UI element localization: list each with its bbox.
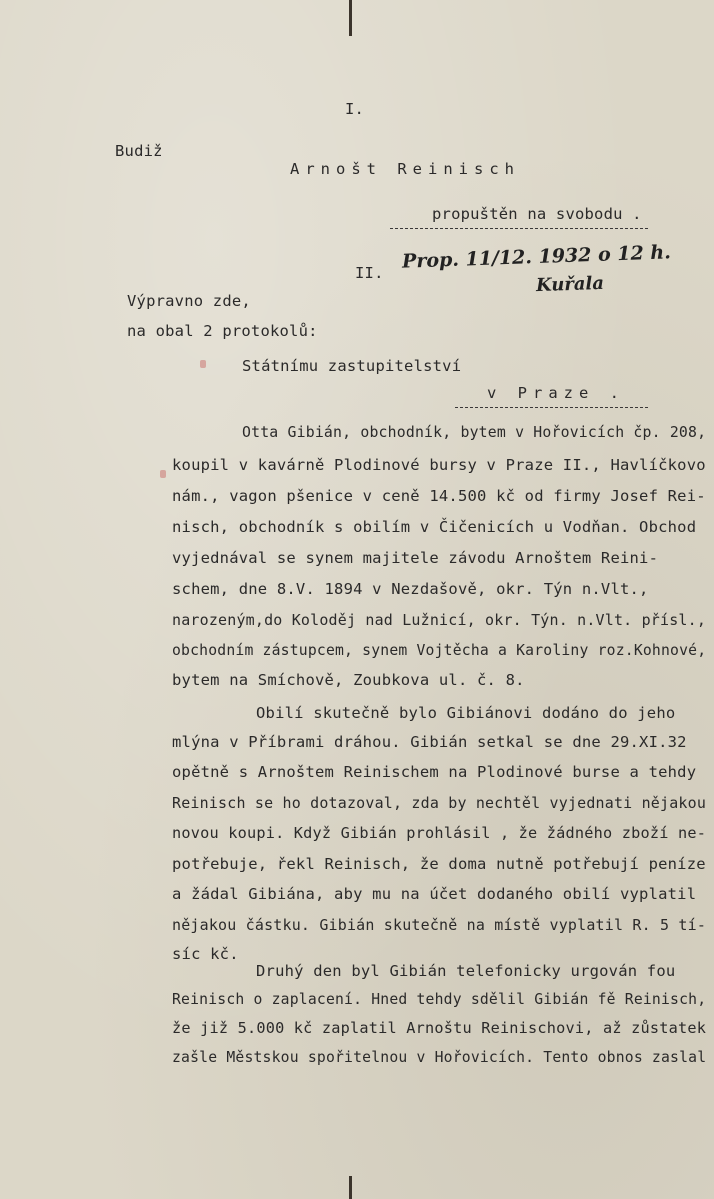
section-one: I.: [345, 100, 365, 118]
person-name: Arnošt Reinisch: [290, 160, 520, 178]
handwritten-signature: Kuřala: [535, 272, 605, 297]
release-text: propuštěn na svobodu .: [432, 205, 642, 223]
red-stamp-mark: [200, 360, 206, 368]
body-line: Reinisch o zaplacení. Hned tehdy sdělil Gibián fě Reinisch,: [172, 990, 707, 1008]
body-line: schem, dne 8.V. 1894 v Nezdašově, okr. Týn n.Vlt.,: [172, 580, 649, 598]
dispatch-label: Výpravno zde,: [127, 292, 251, 310]
body-line: mlýna v Příbrami dráhou. Gibián setkal se dne 29.XI.32: [172, 733, 687, 751]
red-stamp-mark: [160, 470, 166, 478]
body-line: koupil v kavárně Plodinové bursy v Praze II., Havlíčkovo: [172, 456, 706, 474]
body-line: bytem na Smíchově, Zoubkova ul. č. 8.: [172, 671, 525, 689]
body-line: narozeným,do Koloděj nad Lužnicí, okr. Týn. n.Vlt. přísl.,: [172, 611, 707, 629]
binding-mark-top: [349, 0, 352, 36]
body-line: potřebuje, řekl Reinisch, že doma nutně potřebují peníze: [172, 855, 706, 873]
body-line: nějakou částku. Gibián skutečně na místě vyplatil R. 5 tí-: [172, 916, 707, 934]
body-line: Otta Gibián, obchodník, bytem v Hořovicích čp. 208,: [242, 423, 707, 441]
body-line: obchodním zástupcem, synem Vojtěcha a Karoliny roz.Kohnové,: [172, 641, 707, 659]
body-line: a žádal Gibiána, aby mu na účet dodaného obilí vyplatil: [172, 885, 697, 903]
release-underline: [390, 228, 648, 229]
body-line: zašle Městskou spořitelnou v Hořovicích. Tento obnos zaslal: [172, 1048, 707, 1066]
section-two: II.: [355, 264, 384, 282]
binding-mark-bottom: [349, 1176, 352, 1199]
body-line: síc kč.: [172, 945, 239, 963]
budiz-label: Budiž: [115, 142, 163, 160]
body-line: Obilí skutečně bylo Gibiánovi dodáno do jeho: [256, 704, 676, 722]
envelope-label: na obal 2 protokolů:: [127, 322, 318, 340]
body-line: Druhý den byl Gibián telefonicky urgován fou: [256, 962, 676, 980]
body-line: opětně s Arnoštem Reinischem na Plodinové burse a tehdy: [172, 763, 697, 781]
addressee: Státnímu zastupitelství: [242, 357, 462, 375]
body-line: vyjednával se synem majitele závodu Arnoštem Reini-: [172, 549, 659, 567]
body-line: nám., vagon pšenice v ceně 14.500 kč od firmy Josef Rei-: [172, 487, 706, 505]
handwritten-release-date: Prop. 11/12. 1932 o 12 h.: [401, 241, 672, 273]
body-line: nisch, obchodník s obilím v Čičenicích u Vodňan. Obchod: [172, 518, 697, 536]
city-underline: [455, 407, 648, 408]
body-line: že již 5.000 kč zaplatil Arnoštu Reinischovi, až zůstatek: [172, 1019, 707, 1037]
body-line: novou koupi. Když Gibián prohlásil , že žádného zboží ne-: [172, 824, 707, 842]
addressee-city: v Praze .: [487, 384, 625, 402]
body-line: Reinisch se ho dotazoval, zda by nechtěl vyjednati nějakou: [172, 794, 707, 812]
